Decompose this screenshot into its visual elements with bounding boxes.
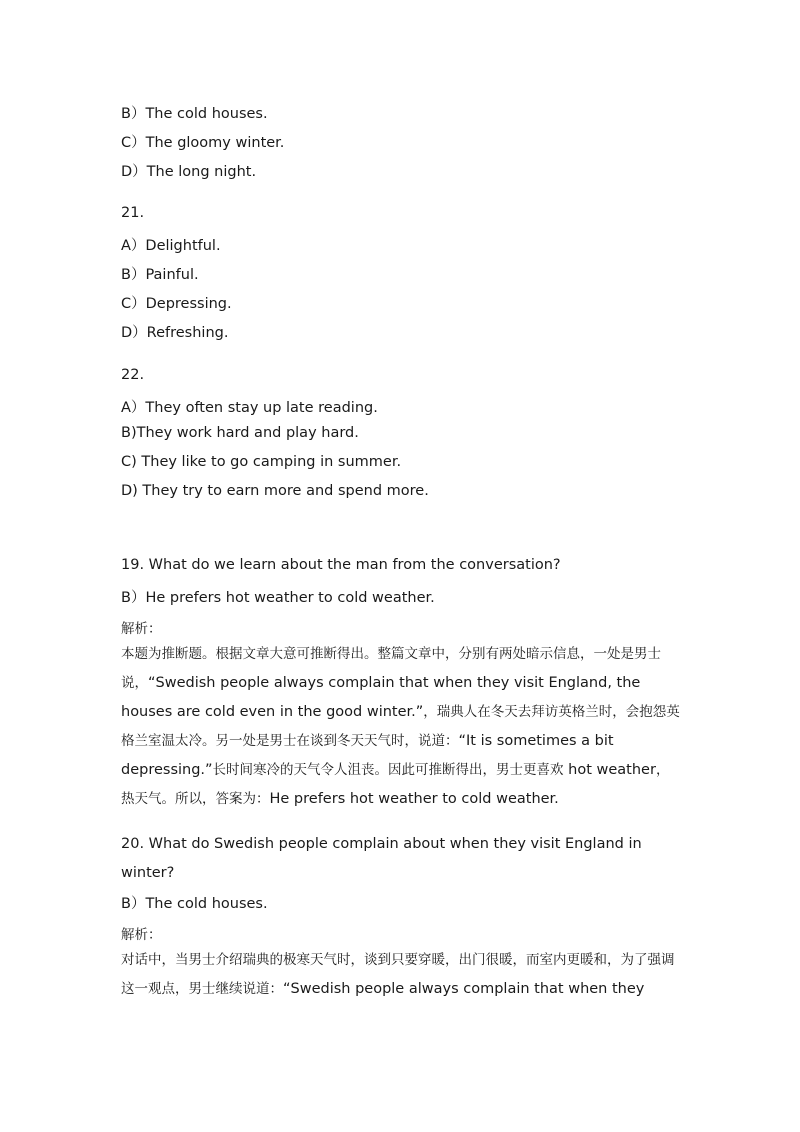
option-b: B）The cold houses. [121,106,268,122]
option-c: C) They like to go camping in summer. [121,454,402,470]
analysis-answer: He prefers hot weather to cold weather. [269,791,559,807]
question-number: 22. [121,367,145,383]
option-b: B)They work hard and play hard. [121,425,359,441]
option-d: D）Refreshing. [121,325,229,341]
analysis-text: 对话中，当男士介绍瑞典的极寒天气时，谈到只要穿暖，出门很暖，而室内更暖和，为了强调这一观点，男士继续说道： [121,952,675,997]
answer-text: B）The cold houses. [121,896,268,912]
option-d: D）The long night. [121,164,257,180]
analysis-quote: “It is sometimes a bit depressing.” [121,733,614,778]
option-a: A）They often stay up late reading. [121,400,378,416]
analysis-text: 长时间寒冷的天气令人沮丧。因此可推断得出，男士更喜欢 [212,762,564,778]
option-c: C）Depressing. [121,296,232,312]
answer-text: B）He prefers hot weather to cold weather. [121,590,435,606]
option-c: C）The gloomy winter. [121,135,285,151]
analysis-keyword: hot weather [568,762,656,778]
question-text: 20. What do Swedish people complain about when they visit England in winter? [121,836,642,881]
analysis-paragraph [121,946,681,1004]
option-d: D) They try to earn more and spend more. [121,483,429,499]
analysis-text: 本题为推断题。根据文章大意可推断得出。整篇文章中，分别有两处暗示信息，一处是男士说， [121,646,661,691]
option-a: A）Delightful. [121,238,221,254]
analysis-paragraph [121,640,681,814]
analysis-label: 解析： [121,927,162,943]
question-text: 19. What do we learn about the man from the conversation? [121,557,561,573]
analysis-text: ，热天气。所以，答案为： [121,762,670,807]
question-number: 21. [121,205,145,221]
analysis-quote: “Swedish people always complain that when they visit England, the houses are cold even in the good winter.” [121,675,641,720]
analysis-text: ，瑞典人在冬天去拜访英格兰时，会抱怨英格兰室温太冷。另一处是男士在谈到冬天天气时，说道： [121,704,680,749]
option-b: B）Painful. [121,267,199,283]
analysis-quote: “Swedish people always complain that when they [283,981,645,997]
analysis-label: 解析： [121,621,162,637]
